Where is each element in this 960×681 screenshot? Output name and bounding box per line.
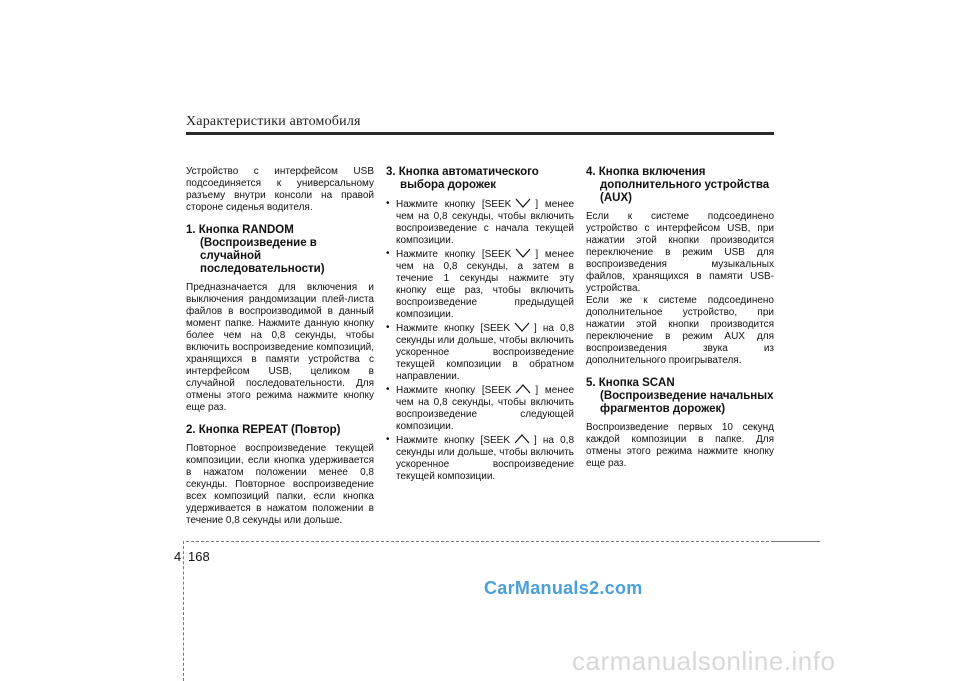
bullet-text-pre: Нажмите кнопку [SEEK (396, 249, 512, 260)
seek-bullet-item (386, 434, 574, 483)
bullet-text-pre: Нажмите кнопку [SEEK (396, 435, 511, 446)
section-random-heading: 1. Кнопка RANDOM (Воспроизведение в случайной последовательности) (186, 224, 325, 275)
bullet-dot: • (386, 198, 390, 209)
intro-paragraph: Устройство с интерфейсом USB подсоединяется к универсальному разъему внутри консоли на правой стороне сиденья водителя. (186, 166, 374, 213)
seek-bullet-list (386, 198, 574, 483)
bullet-dot: • (386, 322, 390, 333)
footer-divider-end (774, 541, 820, 542)
bullet-text-post: ] менее чем на 0,8 секунды, чтобы включить воспроизведение следующей композиции. (396, 385, 575, 432)
section-aux-text-usb: Если к системе подсоединено устройство с интерфейсом USB, при нажатии этой кнопки производится переключение в режим USB для воспроизведения музыкальных файлов, хранящихся в памяти USB-устройства. (586, 211, 774, 294)
bullet-text-pre: Нажмите кнопку [SEEK (396, 385, 512, 396)
seek-up-chevron-icon (514, 434, 530, 444)
section-seek-heading: 3. Кнопка автоматического выбора дорожек (386, 166, 539, 191)
page-header-title: Характеристики автомобиля (186, 114, 361, 129)
bullet-text-post: ] менее чем на 0,8 секунды, чтобы включить воспроизведение с начала текущей композиции. (396, 199, 575, 246)
section-aux-text-aux: Если же к системе подсоединено дополнительное устройство, при нажатии этой кнопки производится переключение в режим AUX для воспроизведения звука из дополнительного проигрывателя. (586, 295, 774, 366)
column-right (586, 166, 774, 480)
watermark-carmanualsonline: carmanualsonline.info (572, 646, 836, 676)
bullet-text-post: ] на 0,8 секунды или дольше, чтобы включить ускоренное воспроизведение текущей композиции в обратном направлении. (396, 323, 574, 382)
seek-bullet-item (386, 198, 574, 247)
bullet-dot: • (386, 384, 390, 395)
seek-down-chevron-icon (515, 248, 531, 258)
section-aux-heading: 4. Кнопка включения дополнительного устройства (AUX) (586, 166, 770, 204)
bullet-text-pre: Нажмите кнопку [SEEK (396, 323, 511, 334)
column-middle (386, 166, 574, 484)
bullet-text-pre: Нажмите кнопку [SEEK (396, 199, 512, 210)
section-scan-heading: 5. Кнопка SCAN (Воспроизведение начальных фрагментов дорожек) (586, 377, 774, 415)
seek-bullet-item (386, 248, 574, 321)
seek-bullet-item (386, 384, 574, 433)
section-random-text: Предназначается для включения и выключения рандомизации плей-листа файлов в воспроизводимой в данный момент папке. Нажмите данную кнопку более чем на 0,8 секунды, чтобы включить воспроизведение композиций, хранящихся в памяти устройства с интерфейсом USB, целиком в случайной последовательности. Для отмены этого режима нажмите кнопку еще раз. (186, 282, 374, 413)
bullet-dot: • (386, 248, 390, 259)
footer-divider (186, 541, 774, 542)
bullet-text-post: ] менее чем на 0,8 секунды, а затем в течение 1 секунды нажмите эту кнопку еще раз, чтобы включить воспроизведение предыдущей композиции. (396, 249, 575, 320)
header-rule (186, 132, 774, 135)
section-repeat-text: Повторное воспроизведение текущей композиции, если кнопка удерживается в нажатом положении менее 0,8 секунды. Повторное воспроизведение всех композиций папки, если кнопка удерживается в нажатом положении в течение 0,8 секунды или дольше. (186, 443, 374, 526)
seek-up-chevron-icon (515, 384, 531, 394)
footer-vertical-guide (183, 541, 184, 681)
bullet-dot: • (386, 434, 390, 445)
column-left (186, 166, 374, 537)
watermark-carmanuals2[interactable]: CarManuals2.com (484, 578, 643, 598)
section-number: 4 (174, 549, 182, 564)
section-scan-text: Воспроизведение первых 10 секунд каждой композиции в папке. Для отмены этого режима нажмите кнопку еще раз. (586, 422, 774, 469)
bullet-text-post: ] на 0,8 секунды или дольше, чтобы включить ускоренное воспроизведение текущей композиции. (396, 435, 574, 482)
page-number: 168 (188, 549, 210, 564)
seek-bullet-item (386, 322, 574, 383)
section-repeat-heading: 2. Кнопка REPEAT (Повтор) (186, 424, 341, 436)
seek-down-chevron-icon (514, 322, 530, 332)
seek-down-chevron-icon (515, 198, 531, 208)
